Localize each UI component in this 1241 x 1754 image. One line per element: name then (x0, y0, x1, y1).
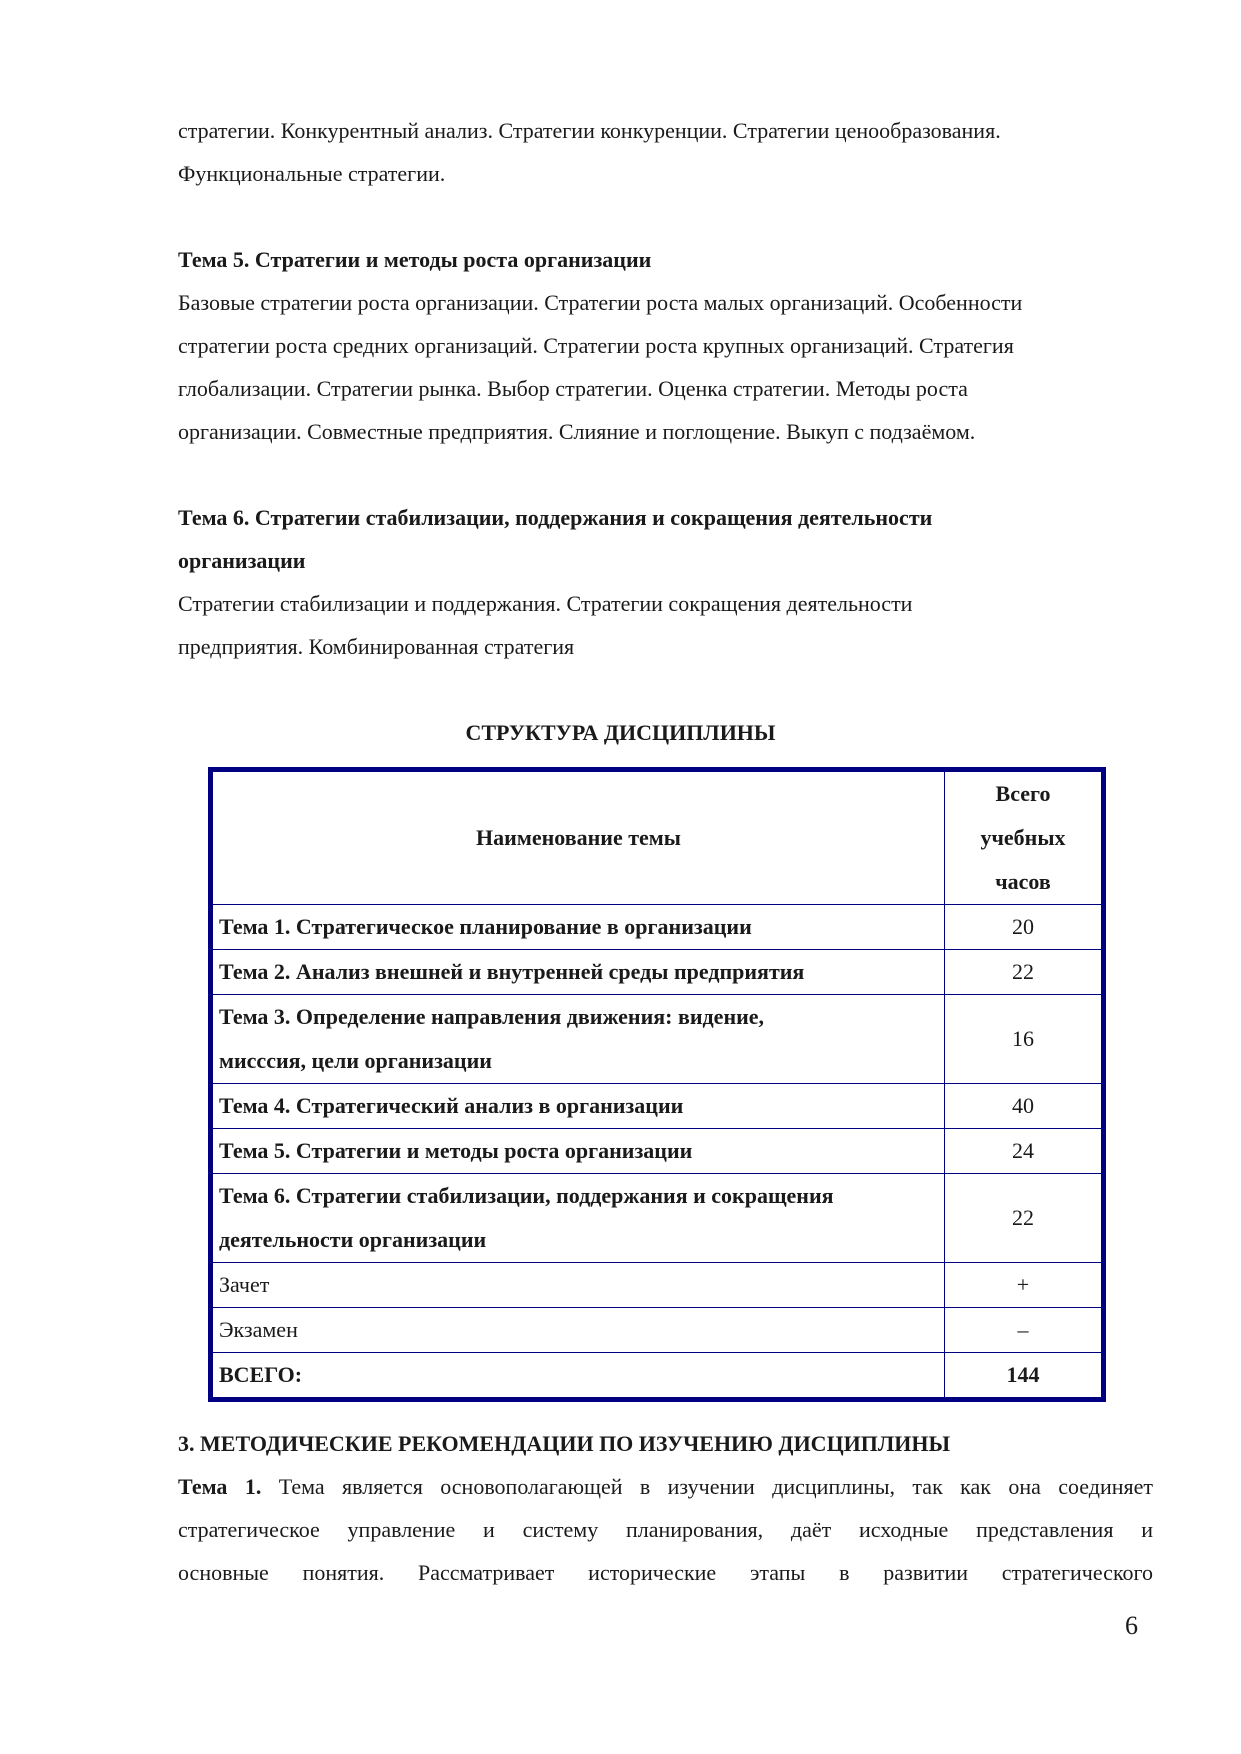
row-hours: 24 (945, 1129, 1102, 1174)
header-hours-line-2: учебных (980, 825, 1066, 850)
page-number: 6 (1125, 1611, 1138, 1640)
row-hours: 40 (945, 1084, 1102, 1129)
structure-table (208, 767, 1106, 1402)
section3-line-2: стратегическое управление и систему планирования, даёт исходные представления и (178, 1517, 1153, 1542)
table-row-exam (213, 1308, 1101, 1353)
row-hours: 22 (945, 950, 1102, 995)
table-row-credit (213, 1263, 1101, 1308)
header-topic-name: Наименование темы (213, 772, 945, 905)
row-topic-name: Тема 4. Стратегический анализ в организации (213, 1084, 945, 1129)
intro-line-2: Функциональные стратегии. (178, 161, 446, 186)
row-topic-name (213, 1174, 945, 1263)
topic5-line-4: организации. Совместные предприятия. Слияние и поглощение. Выкуп с подзаёмом. (178, 419, 976, 444)
row-topic-name: Тема 1. Стратегическое планирование в организации (213, 905, 945, 950)
table-row (213, 905, 1101, 950)
topic5-line-1: Базовые стратегии роста организации. Стратегии роста малых организаций. Особенности (178, 290, 1023, 315)
table-row (213, 995, 1101, 1084)
topic6-line-1: Стратегии стабилизации и поддержания. Стратегии сокращения деятельности (178, 591, 913, 616)
topic6-heading-line-1: Тема 6. Стратегии стабилизации, поддержания и сокращения деятельности (178, 505, 933, 530)
total-value: 144 (945, 1353, 1102, 1398)
header-hours-line-1: Всего (995, 781, 1051, 806)
header-hours-line-3: часов (995, 869, 1051, 894)
row-topic-name-line-2: деятельности организации (219, 1227, 487, 1252)
topic5-line-2: стратегии роста средних организаций. Стратегии роста крупных организаций. Стратегия (178, 333, 1014, 358)
topic5-heading: Тема 5. Стратегии и методы роста организации (178, 247, 652, 272)
table-row-total (213, 1353, 1101, 1398)
total-label: ВСЕГО: (213, 1353, 945, 1398)
exam-label: Экзамен (213, 1308, 945, 1353)
row-topic-name-line-2: мисссия, цели организации (219, 1048, 492, 1073)
header-hours (945, 772, 1102, 905)
topic5-line-3: глобализации. Стратегии рынка. Выбор стратегии. Оценка стратегии. Методы роста (178, 376, 968, 401)
section3-lead-bold: Тема 1. (178, 1474, 262, 1499)
row-hours: 20 (945, 905, 1102, 950)
row-topic-name: Тема 2. Анализ внешней и внутренней среды предприятия (213, 950, 945, 995)
table-row (213, 1084, 1101, 1129)
structure-title: СТРУКТУРА ДИСЦИПЛИНЫ (465, 720, 776, 745)
row-hours: 22 (945, 1174, 1102, 1263)
section3-line-1-text: Тема является основополагающей в изучении дисциплины, так как она соединяет (261, 1474, 1154, 1499)
exam-value: – (945, 1308, 1102, 1353)
table-header-row (213, 772, 1101, 905)
topic6-line-2: предприятия. Комбинированная стратегия (178, 634, 575, 659)
section3-line-3: основные понятия. Рассматривает исторические этапы в развитии стратегического (178, 1560, 1153, 1585)
intro-line-1: стратегии. Конкурентный анализ. Стратегии конкуренции. Стратегии ценообразования. (178, 118, 1001, 143)
row-topic-name-line-1: Тема 6. Стратегии стабилизации, поддержания и сокращения (219, 1183, 834, 1208)
credit-value: + (945, 1263, 1102, 1308)
section3-heading: 3. МЕТОДИЧЕСКИЕ РЕКОМЕНДАЦИИ ПО ИЗУЧЕНИЮ ДИСЦИПЛИНЫ (178, 1431, 951, 1456)
row-topic-name: Тема 5. Стратегии и методы роста организации (213, 1129, 945, 1174)
section3-line-1 (178, 1472, 1153, 1502)
row-hours: 16 (945, 995, 1102, 1084)
credit-label: Зачет (213, 1263, 945, 1308)
topic6-heading-line-2: организации (178, 548, 306, 573)
table-row (213, 1129, 1101, 1174)
row-topic-name-line-1: Тема 3. Определение направления движения: видение, (219, 1004, 765, 1029)
row-topic-name (213, 995, 945, 1084)
table-row (213, 950, 1101, 995)
table-row (213, 1174, 1101, 1263)
